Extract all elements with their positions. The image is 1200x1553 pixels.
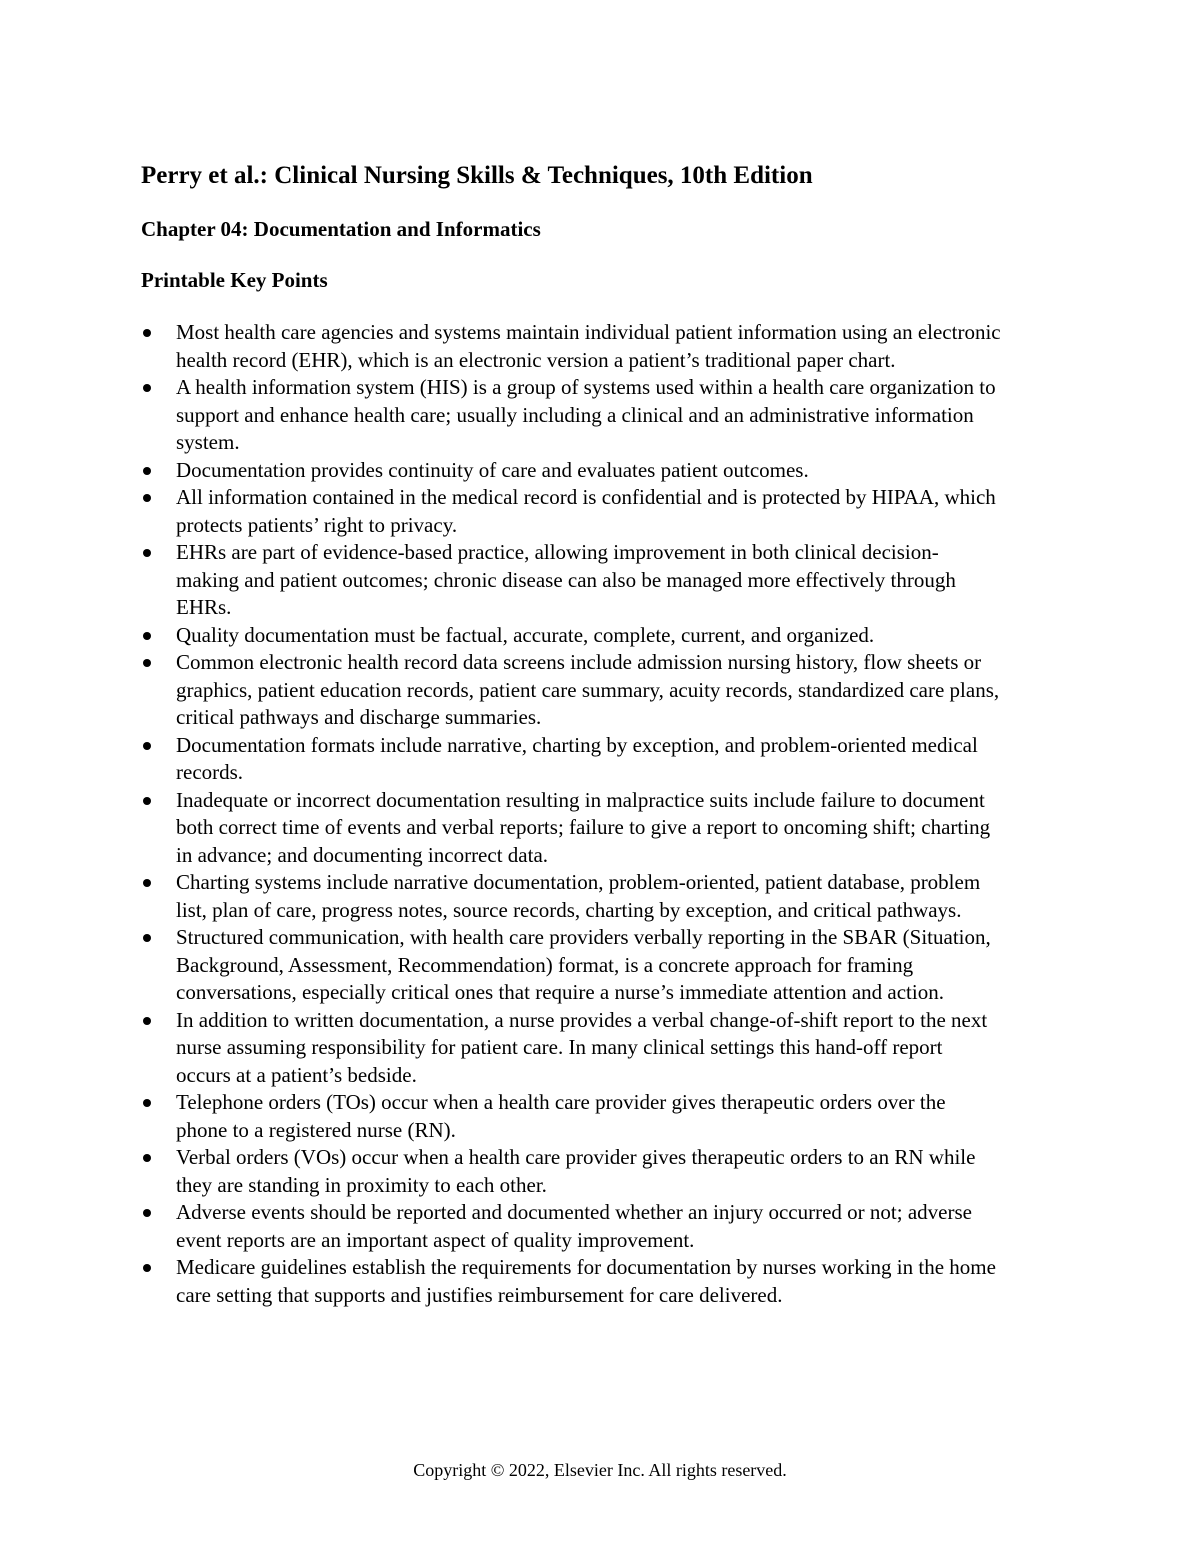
bullet-icon [143, 879, 151, 887]
key-point-text: Most health care agencies and systems maintain individual patient information using an electronic health record (EHR), which is an electronic version a patient’s traditional paper chart. [176, 320, 1001, 372]
key-point-text: EHRs are part of evidence-based practice, allowing improvement in both clinical decision-making and patient outcomes; chronic disease can also be managed more effectively through EHRs. [176, 540, 956, 619]
bullet-icon [143, 659, 151, 667]
key-point-text: Quality documentation must be factual, accurate, complete, current, and organized. [176, 622, 875, 647]
bullet-icon [143, 1017, 151, 1025]
list-item [141, 732, 1001, 787]
key-point-text: Charting systems include narrative documentation, problem-oriented, patient database, problem list, plan of care, progress notes, source records, charting by exception, and critical pathways. [176, 870, 981, 922]
key-point-text: Documentation provides continuity of care and evaluates patient outcomes. [176, 457, 809, 482]
bullet-icon [143, 384, 151, 392]
bullet-icon [143, 1264, 151, 1272]
list-item [141, 787, 1001, 870]
list-item [141, 1144, 1001, 1199]
list-item [141, 622, 1001, 650]
list-item [141, 374, 1001, 457]
list-item [141, 1007, 1001, 1090]
bullet-icon [143, 1209, 151, 1217]
key-point-text: Inadequate or incorrect documentation resulting in malpractice suits include failure to document both correct time of events and verbal reports; failure to give a report to oncoming shift; charting in advance; and documenting incorrect data. [176, 787, 991, 867]
bullet-icon [143, 494, 151, 502]
list-item [141, 1254, 1001, 1309]
bullet-icon [143, 742, 151, 750]
key-point-text: Structured communication, with health care providers verbally reporting in the SBAR (Situation, Background, Assessment, Recommendation) format, is a concrete approach for framing conversations, especially critical ones that require a nurse’s immediate attention and action. [176, 925, 991, 1004]
key-point-text: In addition to written documentation, a nurse provides a verbal change-of-shift report to the next nurse assuming responsibility for patient care. In many clinical settings this hand-off report occurs at a patient’s bedside. [176, 1007, 988, 1087]
bullet-icon [143, 329, 151, 337]
list-item [141, 649, 1001, 732]
list-item [141, 319, 1001, 374]
bullet-icon [143, 632, 151, 640]
list-item [141, 1089, 1001, 1144]
section-heading: Printable Key Points [141, 268, 328, 292]
bullet-icon [143, 1099, 151, 1107]
bullet-icon [143, 467, 151, 475]
key-point-text: Telephone orders (TOs) occur when a health care provider gives therapeutic orders over the phone to a registered nurse (RN). [176, 1090, 946, 1142]
copyright-footer: Copyright © 2022, Elsevier Inc. All rights reserved. [413, 1460, 787, 1480]
list-item [141, 924, 1001, 1007]
document-title: Perry et al.: Clinical Nursing Skills & Techniques, 10th Edition [141, 162, 813, 189]
key-point-text: All information contained in the medical record is confidential and is protected by HIPAA, which protects patients’ right to privacy. [176, 485, 996, 537]
chapter-heading: Chapter 04: Documentation and Informatics [141, 217, 541, 241]
key-point-text: Adverse events should be reported and documented whether an injury occurred or not; adverse event reports are an important aspect of quality improvement. [176, 1200, 972, 1252]
bullet-icon [143, 934, 151, 942]
key-point-text: Common electronic health record data screens include admission nursing history, flow sheets or graphics, patient education records, patient care summary, acuity records, standardized care plans, critical pathways and discharge summaries. [176, 650, 1000, 729]
key-point-text: Medicare guidelines establish the requirements for documentation by nurses working in the home care setting that supports and justifies reimbursement for care delivered. [176, 1255, 996, 1307]
bullet-icon [143, 1154, 151, 1162]
key-points-list [141, 319, 1001, 1309]
list-item [141, 457, 1001, 485]
bullet-icon [143, 797, 151, 805]
list-item [141, 484, 1001, 539]
list-item [141, 539, 1001, 622]
list-item [141, 1199, 1001, 1254]
key-point-text: A health information system (HIS) is a group of systems used within a health care organization to support and enhance health care; usually including a clinical and an administrative information system. [176, 375, 996, 454]
key-point-text: Documentation formats include narrative, charting by exception, and problem-oriented medical records. [176, 732, 978, 784]
key-point-text: Verbal orders (VOs) occur when a health care provider gives therapeutic orders to an RN while they are standing in proximity to each other. [176, 1145, 976, 1197]
bullet-icon [143, 549, 151, 557]
list-item [141, 869, 1001, 924]
